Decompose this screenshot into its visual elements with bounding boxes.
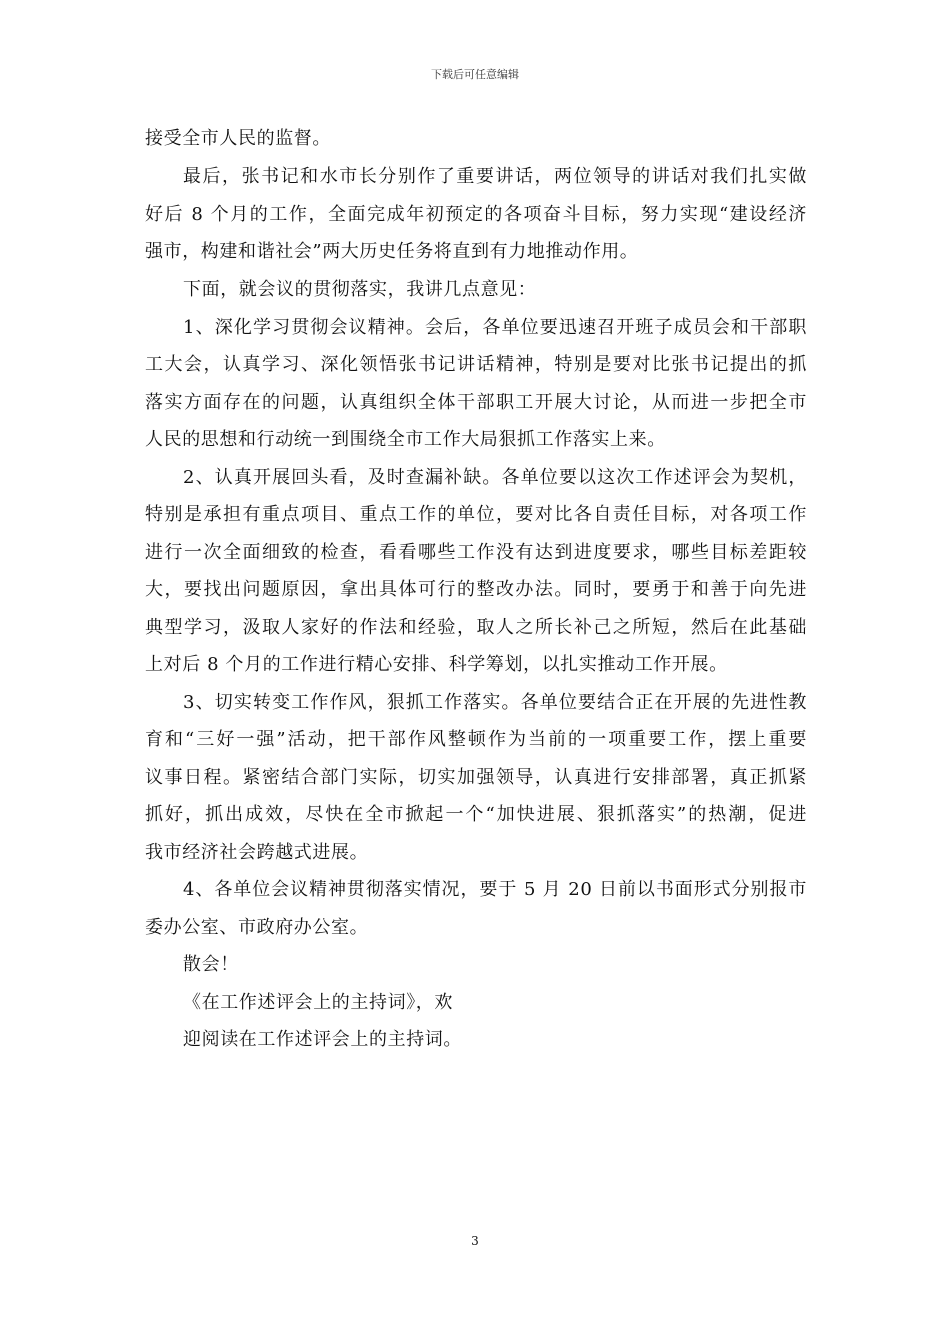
text-line: 进行一次全面细致的检查，看看哪些工作没有达到进度要求，哪些目标差距较 <box>145 542 807 563</box>
text-line: 人民的思想和行动统一到围绕全市工作大局狠抓工作落实上来。 <box>145 429 666 450</box>
text-line: 工大会，认真学习、深化领悟张书记讲话精神，特别是要对比张书记提出的抓 <box>145 354 807 375</box>
text-line: 最后，张书记和水市长分别作了重要讲话，两位领导的讲话对我们扎实做 <box>183 166 807 187</box>
text-line: 我市经济社会跨越式进展。 <box>145 842 369 863</box>
text-line: 4、各单位会议精神贯彻落实情况，要于 5 月 20 日前以书面形式分别报市 <box>183 879 807 900</box>
text-line: 大，要找出问题原因，拿出具体可行的整改办法。同时，要勇于和善于向先进 <box>145 579 807 600</box>
text-line: 1、深化学习贯彻会议精神。会后，各单位要迅速召开班子成员会和干部职 <box>183 317 807 338</box>
text-line: 散会！ <box>183 954 239 975</box>
text-line: 迎阅读在工作述评会上的主持词。 <box>183 1029 462 1050</box>
text-line: 强市，构建和谐社会”两大历史任务将直到有力地推动作用。 <box>145 241 639 262</box>
text-line: 委办公室、市政府办公室。 <box>145 917 369 938</box>
text-line: 3、切实转变工作作风，狠抓工作落实。各单位要结合正在开展的先进性教 <box>183 692 807 713</box>
text-line: 落实方面存在的问题，认真组织全体干部职工开展大讨论，从而进一步把全市 <box>145 392 807 413</box>
text-line: 议事日程。紧密结合部门实际，切实加强领导，认真进行安排部署，真正抓紧 <box>145 767 807 788</box>
text-line: 下面，就会议的贯彻落实，我讲几点意见： <box>183 279 537 300</box>
text-line: 上对后 8 个月的工作进行精心安排、科学筹划，以扎实推动工作开展。 <box>145 654 728 675</box>
text-line: 接受全市人民的监督。 <box>145 128 331 149</box>
text-line: 好后 8 个月的工作，全面完成年初预定的各项奋斗目标，努力实现“建设经济 <box>145 204 807 225</box>
page-header-note: 下载后可任意编辑 <box>431 68 519 81</box>
text-line: 2、认真开展回头看，及时查漏补缺。各单位要以这次工作述评会为契机， <box>183 467 807 488</box>
text-line: 典型学习，汲取人家好的作法和经验，取人之所长补己之所短，然后在此基础 <box>145 617 807 638</box>
page-number: 3 <box>471 1234 479 1248</box>
text-line: 抓好，抓出成效，尽快在全市掀起一个“加快进展、狠抓落实”的热潮，促进 <box>145 804 807 825</box>
text-line: 《在工作述评会上的主持词》，欢 <box>183 992 453 1013</box>
text-line: 育和“三好一强”活动，把干部作风整顿作为当前的一项重要工作，摆上重要 <box>145 729 807 750</box>
text-line: 特别是承担有重点项目、重点工作的单位，要对比各自责任目标，对各项工作 <box>145 504 807 525</box>
